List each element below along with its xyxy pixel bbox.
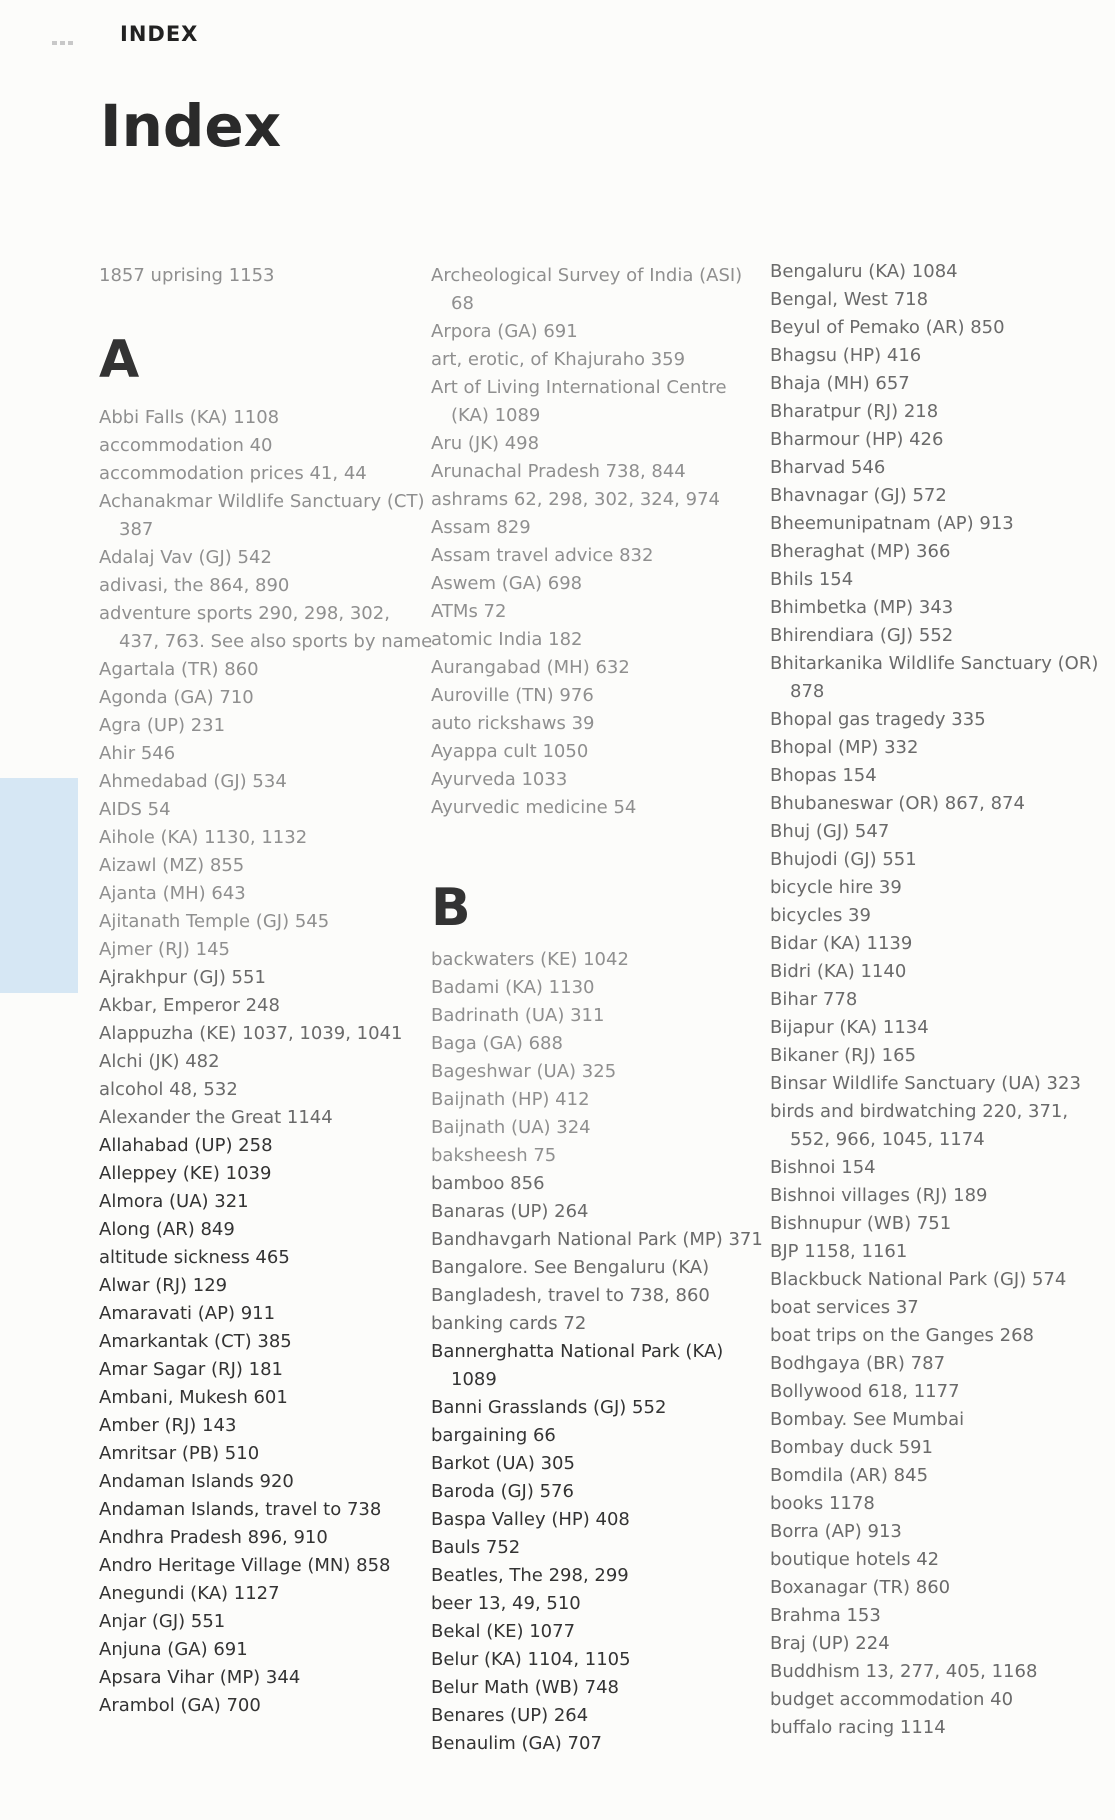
index-entry: Aizawl (MZ) 855	[99, 855, 245, 876]
index-entry: Bhopal (MP) 332	[770, 737, 919, 758]
index-entry: Ajmer (RJ) 145	[99, 939, 230, 960]
index-entry: art, erotic, of Khajuraho 359	[431, 349, 686, 370]
index-entry: ashrams 62, 298, 302, 324, 974	[431, 489, 720, 510]
index-entry: Anjar (GJ) 551	[99, 1611, 226, 1632]
index-entry: Aru (JK) 498	[431, 433, 540, 454]
index-entry: Benares (UP) 264	[431, 1705, 589, 1726]
index-entry: budget accommodation 40	[770, 1689, 1014, 1710]
index-entry: Amaravati (AP) 911	[99, 1303, 276, 1324]
index-entry: Braj (UP) 224	[770, 1633, 890, 1654]
index-entry: Amber (RJ) 143	[99, 1415, 237, 1436]
index-entry: adventure sports 290, 298, 302, 437, 763. See also sports by name	[99, 603, 433, 652]
index-entry: BJP 1158, 1161	[770, 1241, 908, 1262]
index-entry: ATMs 72	[431, 601, 507, 622]
index-entry: Aswem (GA) 698	[431, 573, 583, 594]
index-entry: Bharatpur (RJ) 218	[770, 401, 939, 422]
index-entry: Art of Living International Centre (KA) 1089	[431, 377, 727, 426]
index-entry: Auroville (TN) 976	[431, 685, 594, 706]
index-entry: books 1178	[770, 1493, 875, 1514]
index-entry: Achanakmar Wildlife Sanctuary (CT) 387	[99, 491, 425, 540]
index-entry: Banaras (UP) 264	[431, 1201, 589, 1222]
index-entry: Agra (UP) 231	[99, 715, 226, 736]
index-entry: Bauls 752	[431, 1537, 521, 1558]
index-entry: beer 13, 49, 510	[431, 1593, 581, 1614]
index-entry: Apsara Vihar (MP) 344	[99, 1667, 301, 1688]
index-entry: Bhubaneswar (OR) 867, 874	[770, 793, 1025, 814]
index-entry: Bikaner (RJ) 165	[770, 1045, 917, 1066]
index-entry: Badrinath (UA) 311	[431, 1005, 605, 1026]
index-entry: Belur Math (WB) 748	[431, 1677, 619, 1698]
index-entry: Ahir 546	[99, 743, 176, 764]
index-entry: Bijapur (KA) 1134	[770, 1017, 929, 1038]
index-entry: Bishnoi villages (RJ) 189	[770, 1185, 988, 1206]
index-entry: Along (AR) 849	[99, 1219, 235, 1240]
index-column-3	[770, 258, 1105, 1742]
index-entry: Bhujodi (GJ) 551	[770, 849, 917, 870]
index-entry: Ajrakhpur (GJ) 551	[99, 967, 266, 988]
index-column-1	[99, 262, 434, 1720]
index-column-2	[431, 262, 766, 1758]
index-entry: Assam travel advice 832	[431, 545, 654, 566]
index-entry: altitude sickness 465	[99, 1247, 290, 1268]
index-entry: Amarkantak (CT) 385	[99, 1331, 292, 1352]
index-entry: Bomdila (AR) 845	[770, 1465, 929, 1486]
index-entry: alcohol 48, 532	[99, 1079, 238, 1100]
index-entry: Almora (UA) 321	[99, 1191, 249, 1212]
index-entry: Buddhism 13, 277, 405, 1168	[770, 1661, 1038, 1682]
index-entry: Baga (GA) 688	[431, 1033, 563, 1054]
index-entry: Alchi (JK) 482	[99, 1051, 220, 1072]
index-entry: Bihar 778	[770, 989, 858, 1010]
index-entry: Bhimbetka (MP) 343	[770, 597, 954, 618]
header-decoration	[52, 30, 92, 36]
index-entry: Arpora (GA) 691	[431, 321, 578, 342]
index-entry: Bhuj (GJ) 547	[770, 821, 890, 842]
index-entry: boat services 37	[770, 1297, 919, 1318]
index-entry: Alwar (RJ) 129	[99, 1275, 228, 1296]
index-entry: Badami (KA) 1130	[431, 977, 595, 998]
index-entry: Alappuzha (KE) 1037, 1039, 1041	[99, 1023, 403, 1044]
index-entry: Bollywood 618, 1177	[770, 1381, 960, 1402]
index-entry: Bangalore. See Bengaluru (KA)	[431, 1257, 710, 1278]
index-entry: Arambol (GA) 700	[99, 1695, 261, 1716]
index-entry: Bhopas 154	[770, 765, 877, 786]
index-entry: Andaman Islands 920	[99, 1471, 294, 1492]
index-entry: Baroda (GJ) 576	[431, 1481, 574, 1502]
index-entry: bicycle hire 39	[770, 877, 902, 898]
index-entry: bicycles 39	[770, 905, 871, 926]
index-entry: backwaters (KE) 1042	[431, 949, 629, 970]
index-entry: Ajanta (MH) 643	[99, 883, 246, 904]
index-entry: Borra (AP) 913	[770, 1521, 902, 1542]
index-entry: Bombay duck 591	[770, 1437, 933, 1458]
index-entry: baksheesh 75	[431, 1145, 557, 1166]
index-entry: Alleppey (KE) 1039	[99, 1163, 272, 1184]
index-entry: bamboo 856	[431, 1173, 545, 1194]
index-entry: Blackbuck National Park (GJ) 574	[770, 1269, 1067, 1290]
index-entry: Banni Grasslands (GJ) 552	[431, 1397, 667, 1418]
page-title: Index	[100, 92, 282, 160]
index-entry: Andhra Pradesh 896, 910	[99, 1527, 328, 1548]
index-entry: Agonda (GA) 710	[99, 687, 254, 708]
index-entry: boutique hotels 42	[770, 1549, 940, 1570]
index-entry: Bodhgaya (BR) 787	[770, 1353, 946, 1374]
index-entry: accommodation 40	[99, 435, 273, 456]
index-entry: Ajitanath Temple (GJ) 545	[99, 911, 330, 932]
index-entry: Bandhavgarh National Park (MP) 371	[431, 1229, 763, 1250]
index-entry: Anjuna (GA) 691	[99, 1639, 248, 1660]
index-entry: Ayurveda 1033	[431, 769, 568, 790]
section-letter-heading: B	[431, 878, 471, 938]
index-entry: Anegundi (KA) 1127	[99, 1583, 280, 1604]
index-entry: Beyul of Pemako (AR) 850	[770, 317, 1005, 338]
index-entry: Baijnath (HP) 412	[431, 1089, 590, 1110]
index-entry: Bharmour (HP) 426	[770, 429, 944, 450]
index-entry: Assam 829	[431, 517, 531, 538]
index-entry: Beatles, The 298, 299	[431, 1565, 629, 1586]
index-entry: boat trips on the Ganges 268	[770, 1325, 1034, 1346]
index-entry: auto rickshaws 39	[431, 713, 595, 734]
index-entry: Boxanagar (TR) 860	[770, 1577, 951, 1598]
index-entry: Aurangabad (MH) 632	[431, 657, 630, 678]
index-entry: Barkot (UA) 305	[431, 1453, 575, 1474]
index-entry: Amar Sagar (RJ) 181	[99, 1359, 283, 1380]
index-entry: Allahabad (UP) 258	[99, 1135, 273, 1156]
index-entry: Bidar (KA) 1139	[770, 933, 913, 954]
index-entry: buffalo racing 1114	[770, 1717, 946, 1738]
index-entry: Ambani, Mukesh 601	[99, 1387, 288, 1408]
index-entry: Bheemunipatnam (AP) 913	[770, 513, 1014, 534]
index-entry: accommodation prices 41, 44	[99, 463, 367, 484]
index-entry: Bheraghat (MP) 366	[770, 541, 951, 562]
index-entry: Andaman Islands, travel to 738	[99, 1499, 382, 1520]
index-entry: Bhirendiara (GJ) 552	[770, 625, 954, 646]
index-entry: Benaulim (GA) 707	[431, 1733, 602, 1754]
index-entry: AIDS 54	[99, 799, 171, 820]
index-entry: Amritsar (PB) 510	[99, 1443, 260, 1464]
index-entry: Baijnath (UA) 324	[431, 1117, 591, 1138]
section-letter-heading: A	[99, 330, 140, 390]
index-entry: Ayurvedic medicine 54	[431, 797, 637, 818]
index-entry: adivasi, the 864, 890	[99, 575, 290, 596]
index-entry: Bishnoi 154	[770, 1157, 876, 1178]
index-entry: Bharvad 546	[770, 457, 886, 478]
index-entry: Bhitarkanika Wildlife Sanctuary (OR) 878	[770, 653, 1099, 702]
index-entry: bargaining 66	[431, 1425, 556, 1446]
index-entry: Agartala (TR) 860	[99, 659, 259, 680]
index-entry: Belur (KA) 1104, 1105	[431, 1649, 631, 1670]
index-entry: Archeological Survey of India (ASI) 68	[431, 265, 743, 314]
index-entry: Bhaja (MH) 657	[770, 373, 910, 394]
running-head: INDEX	[120, 22, 199, 46]
index-entry: birds and birdwatching 220, 371, 552, 966, 1045, 1174	[770, 1101, 1069, 1150]
index-entry: Bengaluru (KA) 1084	[770, 261, 958, 282]
index-entry: Bhils 154	[770, 569, 854, 590]
index-entry: Arunachal Pradesh 738, 844	[431, 461, 686, 482]
index-entry: atomic India 182	[431, 629, 583, 650]
index-entry: Aihole (KA) 1130, 1132	[99, 827, 308, 848]
index-entry: Bageshwar (UA) 325	[431, 1061, 617, 1082]
index-entry: banking cards 72	[431, 1313, 587, 1334]
index-entry: Bishnupur (WB) 751	[770, 1213, 952, 1234]
index-entry: Ayappa cult 1050	[431, 741, 589, 762]
index-entry: Brahma 153	[770, 1605, 881, 1626]
index-entry: Baspa Valley (HP) 408	[431, 1509, 630, 1530]
index-entry: Bombay. See Mumbai	[770, 1409, 965, 1430]
index-entry: Bhagsu (HP) 416	[770, 345, 922, 366]
index-entry: Bidri (KA) 1140	[770, 961, 907, 982]
index-entry: Bangladesh, travel to 738, 860	[431, 1285, 710, 1306]
index-entry: Akbar, Emperor 248	[99, 995, 280, 1016]
index-entry: 1857 uprising 1153	[99, 265, 275, 286]
index-entry: Bengal, West 718	[770, 289, 929, 310]
index-entry: Alexander the Great 1144	[99, 1107, 333, 1128]
thumb-tab-marker	[0, 778, 78, 993]
index-entry: Andro Heritage Village (MN) 858	[99, 1555, 391, 1576]
index-entry: Bannerghatta National Park (KA) 1089	[431, 1341, 724, 1390]
index-entry: Binsar Wildlife Sanctuary (UA) 323	[770, 1073, 1081, 1094]
index-entry: Ahmedabad (GJ) 534	[99, 771, 287, 792]
index-entry: Bhopal gas tragedy 335	[770, 709, 986, 730]
index-entry: Bhavnagar (GJ) 572	[770, 485, 947, 506]
index-entry: Abbi Falls (KA) 1108	[99, 407, 280, 428]
index-entry: Bekal (KE) 1077	[431, 1621, 576, 1642]
index-entry: Adalaj Vav (GJ) 542	[99, 547, 272, 568]
